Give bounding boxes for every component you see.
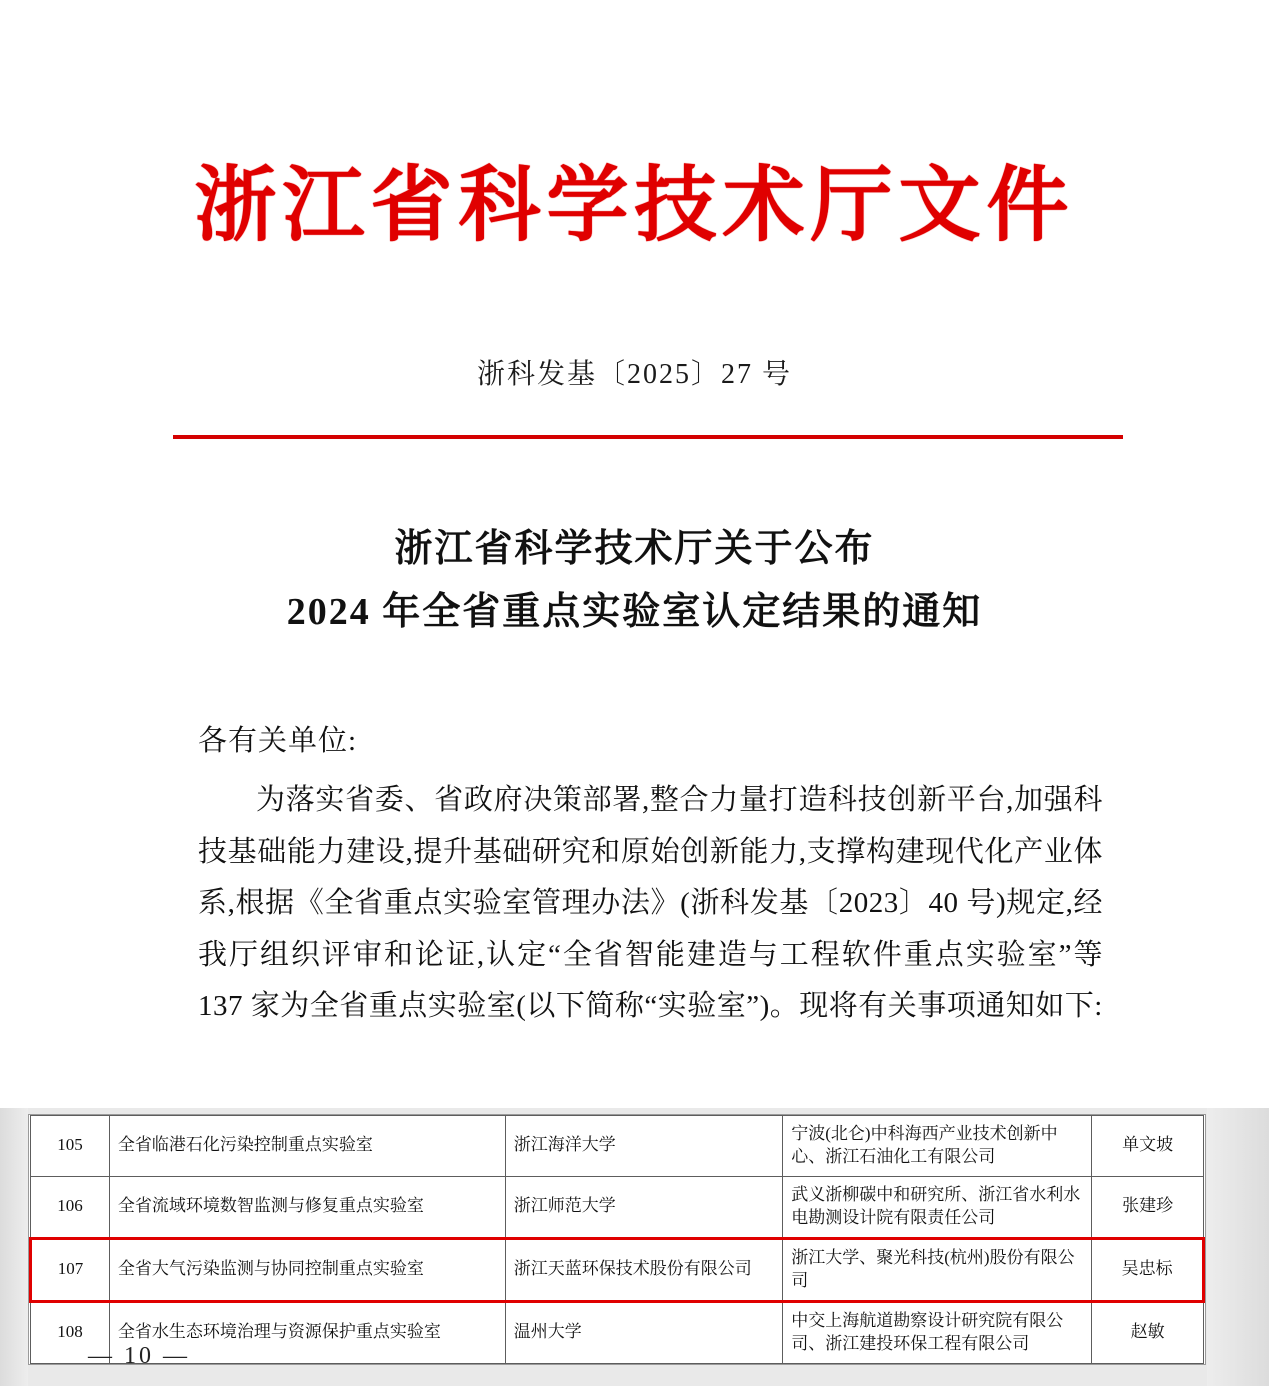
scanned-table-strip [0,1108,1269,1386]
cell-no: 105 [31,1116,110,1177]
cell-no: 107 [31,1238,110,1301]
page-number: — 10 — [88,1343,190,1369]
notice-heading-line1: 浙江省科学技术厅关于公布 [394,528,875,570]
cell-coop: 宁波(北仑)中科海西产业技术创新中心、浙江石油化工有限公司 [783,1116,1092,1177]
cell-name: 全省大气污染监测与协同控制重点实验室 [109,1238,505,1301]
cell-person: 赵敏 [1092,1301,1204,1363]
cell-no: 106 [31,1176,110,1238]
salutation: 各有关单位: [198,725,358,757]
cell-unit: 浙江海洋大学 [505,1116,783,1177]
cell-person: 吴忠标 [1092,1238,1204,1301]
body-paragraph [198,775,1103,1033]
table-row-highlighted [31,1238,1204,1301]
cell-coop: 中交上海航道勘察设计研究院有限公司、浙江建投环保工程有限公司 [783,1301,1092,1363]
document-number: 浙科发基〔2025〕27 号 [476,359,792,390]
body-paragraph-text: 为落实省委、省政府决策部署,整合力量打造科技创新平台,加强科技基础能力建设,提升基础研究和原始创新能力,支撑构建现代化产业体系,根据《全省重点实验室管理办法》(浙科发基〔2023〕40 号)规定,经我厅组织评审和论证,认定“全省智能建造与工程软件重点实验室”等 137 家为全省重点实验室(以下简称“实验室”)。现将有关事项通知如下: [198,784,1103,1023]
table-container [28,1114,1206,1365]
cell-person: 单文坡 [1092,1116,1204,1177]
cell-coop: 浙江大学、聚光科技(杭州)股份有限公司 [783,1238,1092,1301]
table-row [31,1301,1204,1363]
cell-name: 全省流域环境数智监测与修复重点实验室 [109,1176,505,1238]
table-row [31,1116,1204,1177]
cell-name: 全省水生态环境治理与资源保护重点实验室 [109,1301,505,1363]
notice-heading [0,518,1269,643]
cell-coop: 武义浙柳碳中和研究所、浙江省水利水电勘测设计院有限责任公司 [783,1176,1092,1238]
table-row [31,1176,1204,1238]
table-body [31,1116,1204,1364]
cell-person: 张建珍 [1092,1176,1204,1238]
laboratory-table [29,1115,1205,1364]
red-divider-rule [173,435,1123,439]
notice-heading-line2: 2024 年全省重点实验室认定结果的通知 [286,590,983,633]
cell-unit: 温州大学 [505,1301,783,1363]
cell-unit: 浙江天蓝环保技术股份有限公司 [505,1238,783,1301]
cell-unit: 浙江师范大学 [505,1176,783,1238]
cell-no: 108 [31,1301,110,1363]
cell-name: 全省临港石化污染控制重点实验室 [109,1116,505,1177]
document-title: 浙江省科学技术厅文件 [194,160,1075,251]
